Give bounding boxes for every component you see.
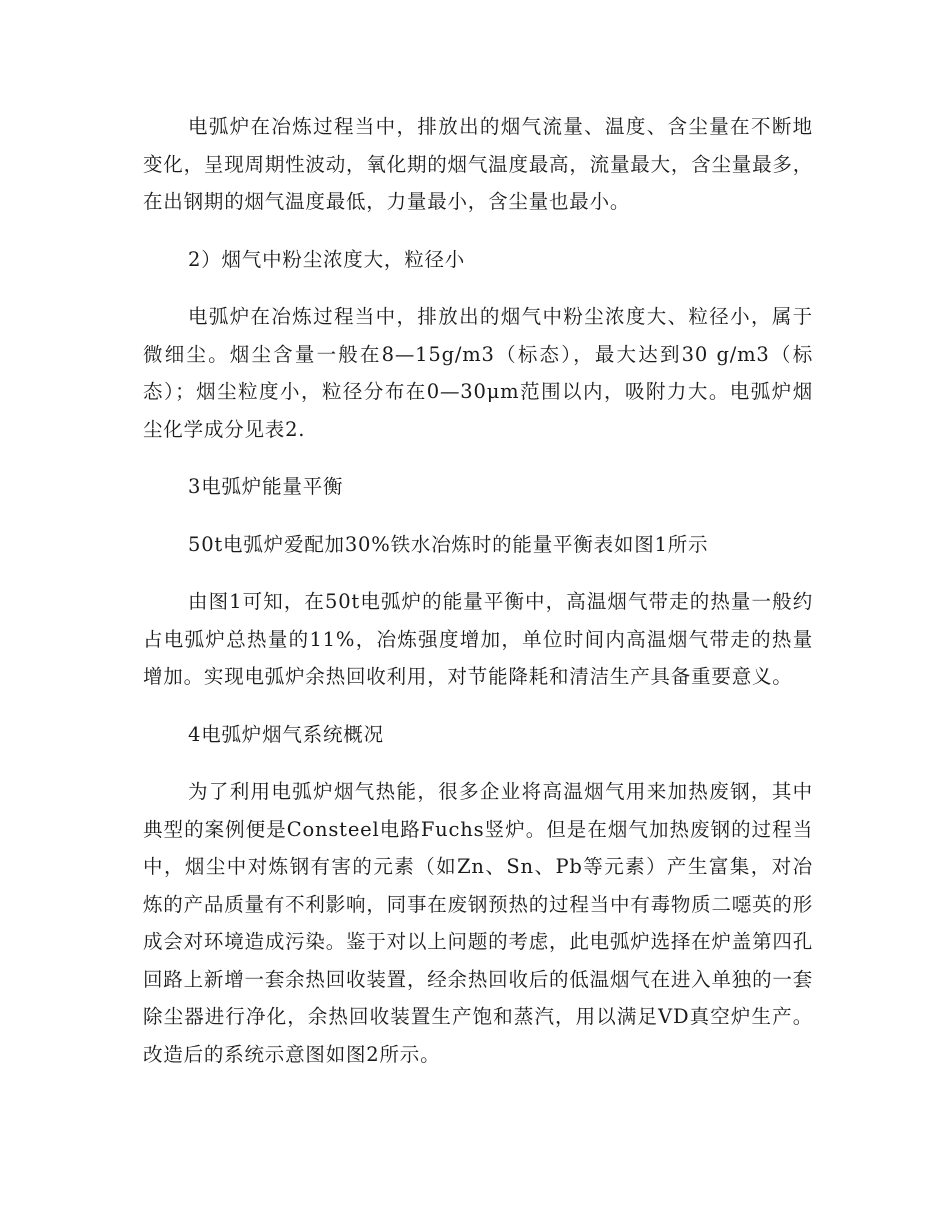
paragraph-energy-balance-intro: 50t电弧炉爱配加30%铁水冶炼时的能量平衡表如图1所示 bbox=[188, 532, 709, 556]
paragraph-energy-balance-analysis: 由图1可知，在50t电弧炉的能量平衡中，高温烟气带走的热量一般约占电弧炉总热量的11%，冶炼强度增加，单位时间内高温烟气带走的热量增加。实现电弧炉余热回收利用，对节能降耗和清洁生产具备重要意义。 bbox=[143, 590, 813, 688]
heading-energy-balance: 3电弧炉能量平衡 bbox=[188, 475, 344, 498]
document-body bbox=[143, 108, 813, 1073]
paragraph-smoke-fluctuation: 电弧炉在冶炼过程当中，排放出的烟气流量、温度、含尘量在不断地变化，呈现周期性波动，氧化期的烟气温度最高，流量最大，含尘量最多，在出钢期的烟气温度最低，力量最小，含尘量也最小。 bbox=[143, 115, 813, 213]
paragraph-dust-properties: 电弧炉在冶炼过程当中，排放出的烟气中粉尘浓度大、粒径小，属于微细尘。烟尘含量一般在8—15g/m3（标态），最大达到30 g/m3（标态）；烟尘粒度小，粒径分布在0—30μm范围以内，吸附力大。电弧炉烟尘化学成分见表2. bbox=[143, 305, 813, 441]
heading-smoke-system-overview: 4电弧炉烟气系统概况 bbox=[188, 722, 384, 746]
heading-dust-concentration: 2）烟气中粉尘浓度大，粒径小 bbox=[188, 247, 466, 271]
paragraph-smoke-system-details: 为了利用电弧炉烟气热能，很多企业将高温烟气用来加热废钢，其中典型的案例便是Consteel电路Fuchs竖炉。但是在烟气加热废钢的过程当中，烟尘中对炼钢有害的元素（如Zn、Sn、Pb等元素）产生富集，对冶炼的产品质量有不利影响，同事在废钢预热的过程当中有毒物质二噁英的形成会对环境造成污染。鉴于对以上问题的考虑，此电弧炉选择在炉盖第四孔回路上新增一套余热回收装置，经余热回收后的低温烟气在进入单独的一套除尘器进行净化，余热回收装置生产饱和蒸汽，用以满足VD真空炉生产。改造后的系统示意图如图2所示。 bbox=[143, 780, 813, 1066]
